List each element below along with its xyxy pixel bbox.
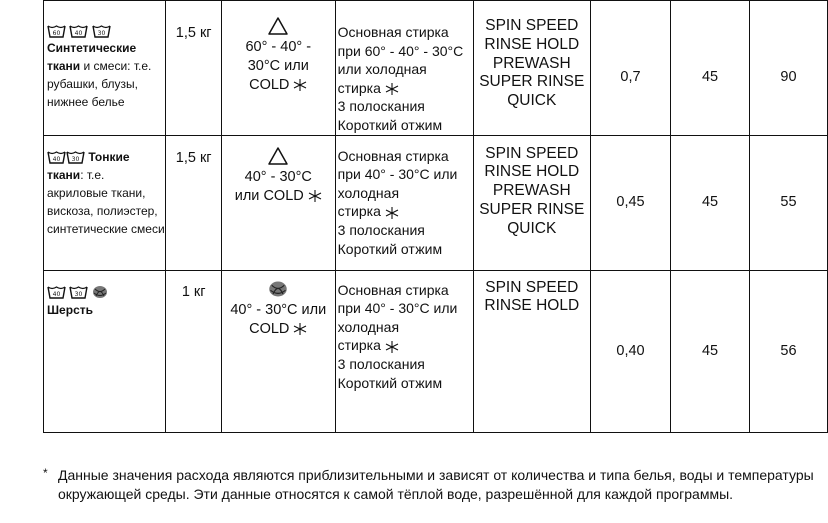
triangle-bleach-icon [267, 146, 289, 166]
fabric-name: Тонкие ткани [47, 149, 130, 182]
delicate-wash-icon [47, 150, 66, 164]
description-line: 3 полоскания [337, 221, 425, 238]
option-label: SPIN SPEED [485, 17, 579, 34]
hand-wash-icon [92, 24, 111, 38]
load-cell: 1,5 кг [166, 1, 221, 136]
table-row [44, 1, 828, 136]
footnote [43, 466, 823, 503]
triangle-bleach-icon [267, 16, 289, 36]
svg-text:40: 40 [52, 291, 61, 299]
delicate-wash-icon [47, 285, 66, 299]
description-line: или холодная [337, 61, 427, 78]
option-label: PREWASH [492, 54, 571, 72]
fabric-name: Синтетические ткани [47, 41, 137, 73]
svg-text:40: 40 [52, 156, 61, 164]
svg-text:30: 30 [97, 29, 106, 37]
description-line: Основная стирка [337, 147, 449, 164]
description-cell [335, 135, 473, 270]
footnote-marker: * [43, 466, 48, 480]
cold-snowflake-icon [385, 206, 399, 220]
description-line: Короткий отжим [337, 116, 443, 133]
footnote-text: Данные значения расхода являются приблизительными и зависят от количества и типа белья, воды и температуры окружающей среды. Эти данные относятся к самой тёплой воде, разрешённой для каждой программы. [58, 467, 814, 502]
svg-text:60: 60 [52, 29, 61, 37]
description-line: стирка [337, 337, 381, 354]
options-cell [473, 135, 590, 270]
table-row [44, 270, 828, 432]
fabric-name: Шерсть [47, 302, 93, 317]
fabric-cell [44, 135, 166, 270]
water-cell: 45 [671, 1, 750, 136]
option-label: QUICK [507, 219, 557, 237]
description-line: при 40° - 30°C или [337, 300, 458, 317]
option-label: RINSE HOLD [484, 35, 580, 53]
hand-wash-icon [66, 150, 85, 164]
load-cell: 1 кг [166, 270, 221, 432]
option-label: SUPER RINSE [479, 73, 585, 91]
options-cell [473, 270, 590, 432]
water-cell: 45 [671, 135, 750, 270]
option-label: QUICK [507, 92, 557, 110]
temperature-line: 60° - 40° - [245, 39, 312, 55]
description-line: стирка [337, 203, 381, 220]
description-line: при 60° - 40° - 30°C [337, 42, 464, 59]
cold-snowflake-icon [293, 78, 307, 92]
temperature-line: или COLD [234, 187, 304, 204]
description-line: стирка [337, 79, 381, 96]
wash-programs-table [43, 0, 828, 433]
cold-snowflake-icon [293, 322, 307, 336]
fabric-cell [44, 1, 166, 136]
cold-snowflake-icon [385, 340, 399, 354]
description-line: 3 полоскания [337, 98, 425, 115]
option-label: RINSE HOLD [484, 163, 580, 181]
temperature-line: COLD [249, 320, 290, 337]
temperature-line: 40° - 30°C [244, 168, 312, 185]
care-icons [47, 283, 165, 299]
description-line: холодная [337, 184, 400, 201]
description-line: Короткий отжим [337, 240, 443, 257]
care-icons [47, 21, 165, 37]
description-cell [335, 270, 473, 432]
temperature-cell [221, 135, 335, 270]
option-label: SPIN SPEED [485, 144, 579, 162]
duration-cell: 90 [750, 1, 828, 136]
energy-cell: 0,40 [590, 270, 670, 432]
hand-wash-icon [69, 285, 88, 299]
options-cell [473, 1, 590, 136]
wash-tub-icon [47, 24, 66, 38]
option-label: SPIN SPEED [485, 278, 579, 296]
description-line: при 40° - 30°C или [337, 166, 458, 183]
option-label: RINSE HOLD [484, 297, 580, 315]
temperature-line: COLD [249, 77, 290, 93]
option-label: PREWASH [492, 182, 571, 200]
water-cell: 45 [671, 270, 750, 432]
load-cell: 1,5 кг [166, 135, 221, 270]
temperature-line: 40° - 30°C или [230, 301, 327, 318]
description-line: Основная стирка [337, 24, 449, 40]
description-cell [335, 1, 473, 136]
description-line: 3 полоскания [337, 355, 425, 372]
energy-cell: 0,45 [590, 135, 670, 270]
option-label: SUPER RINSE [479, 200, 585, 218]
svg-text:30: 30 [75, 291, 83, 299]
temperature-cell [221, 1, 335, 136]
cold-snowflake-icon [385, 82, 399, 96]
fabric-description: и смеси: т.е. рубашки, блузы, нижнее белье [47, 59, 152, 109]
table-row [44, 135, 828, 270]
svg-text:40: 40 [75, 29, 83, 37]
fabric-cell [44, 270, 166, 432]
wool-icon [92, 285, 108, 299]
wool-icon [268, 279, 288, 299]
delicate-wash-icon [69, 24, 88, 38]
temperature-cell [221, 270, 335, 432]
description-line: Основная стирка [337, 281, 449, 298]
temperature-line: 30°C или [247, 58, 309, 74]
fabric-description: : т.е. акриловые ткани, вискоза, полиэстер, синтетические смеси [47, 167, 165, 236]
duration-cell: 55 [750, 135, 828, 270]
svg-text:30: 30 [71, 156, 80, 164]
energy-cell: 0,7 [590, 1, 670, 136]
description-line: Короткий отжим [337, 374, 443, 391]
description-line: холодная [337, 318, 400, 335]
duration-cell: 56 [750, 270, 828, 432]
cold-snowflake-icon [308, 189, 322, 203]
